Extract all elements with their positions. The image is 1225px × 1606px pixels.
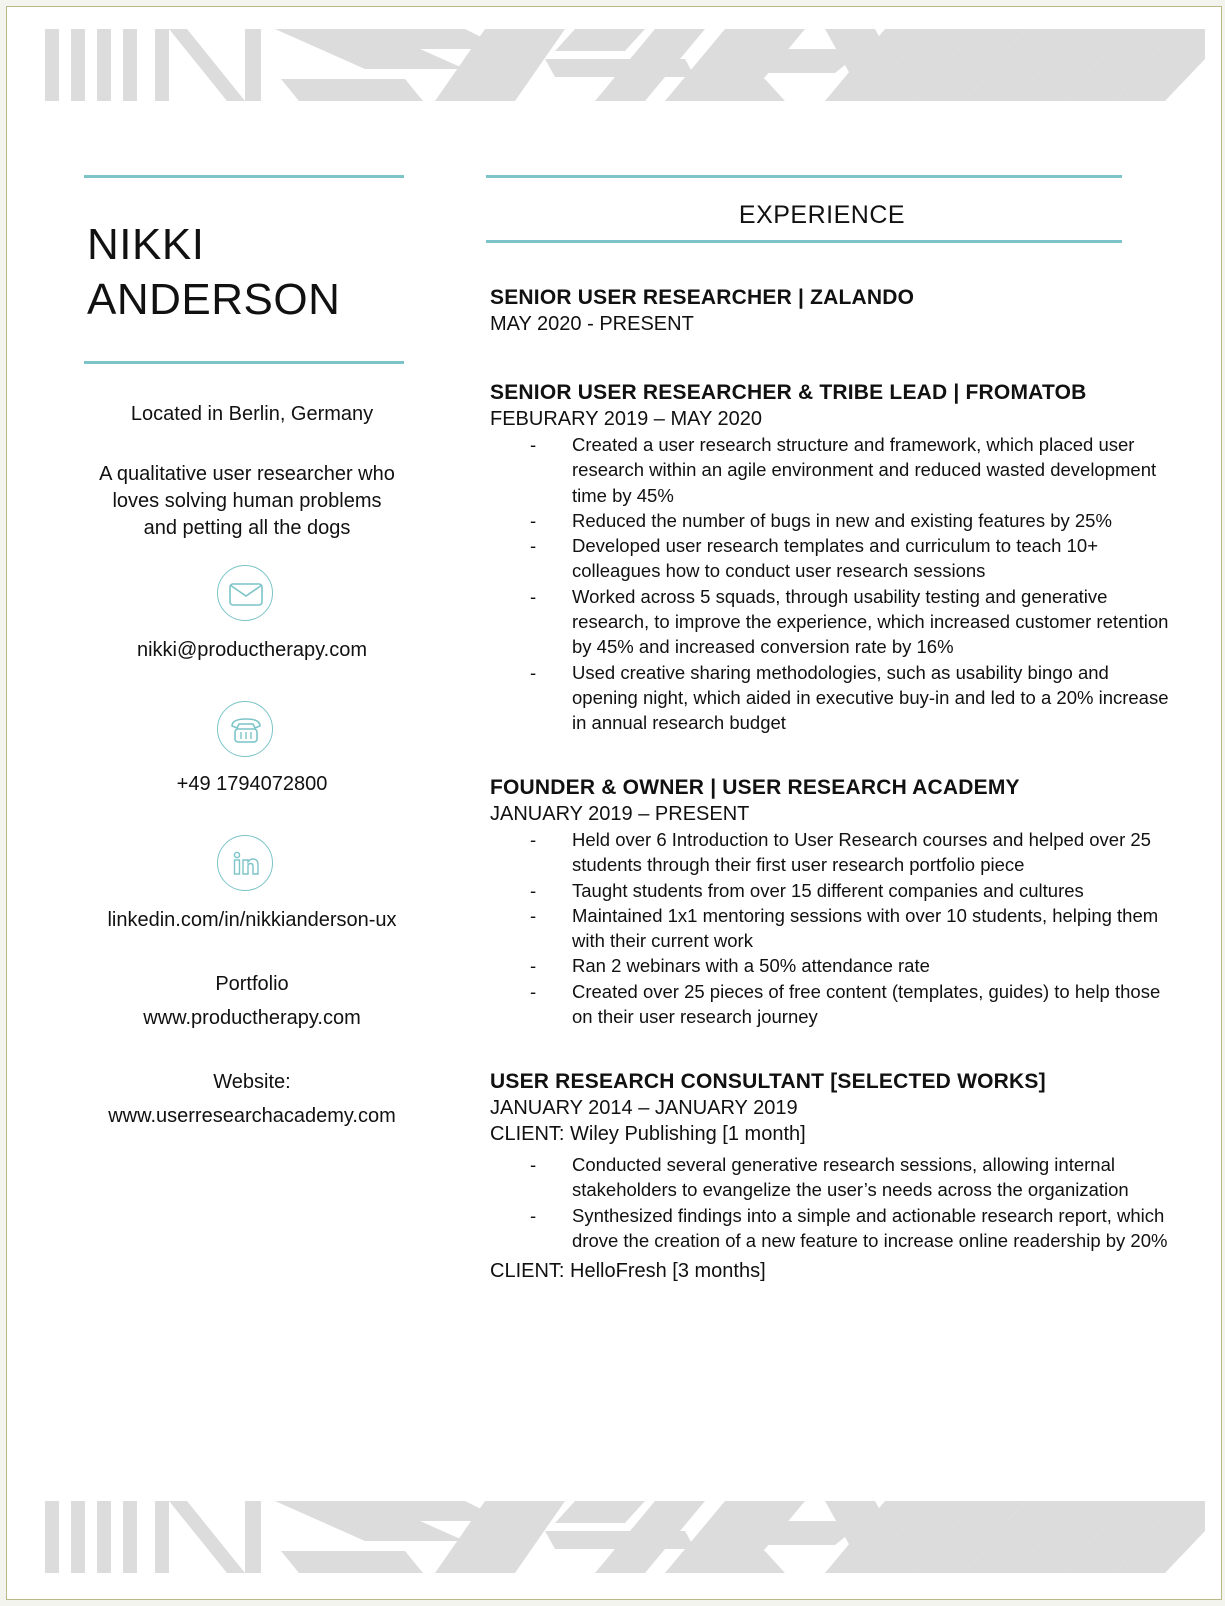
client-line: CLIENT: Wiley Publishing [1 month]	[490, 1123, 806, 1145]
email-link[interactable]: nikki@productherapy.com	[136, 639, 368, 661]
job-date: MAY 2020 - PRESENT	[490, 313, 694, 335]
summary: A qualitative user researcher who loves solving human problems and petting all the dogs	[99, 463, 395, 539]
resume-page	[6, 6, 1222, 1600]
portfolio-label: Portfolio	[215, 973, 289, 995]
experience-heading: EXPERIENCE	[738, 201, 906, 229]
list-item: - Created a user research structure and framework, which placed user research within an agile environment and reduced wasted development time by 45%	[490, 432, 1170, 508]
experience-bottom-divider	[486, 240, 1122, 243]
job-date: FEBURARY 2019 – MAY 2020	[490, 408, 763, 430]
person-name	[87, 217, 340, 327]
list-item: - Synthesized findings into a simple and actionable research report, which drove the creation of a new feature to increase online readership by 20%	[490, 1203, 1170, 1254]
portfolio-link[interactable]: www.productherapy.com	[143, 1007, 361, 1029]
phone-number: +49 1794072800	[176, 773, 328, 795]
list-item: - Reduced the number of bugs in new and existing features by 25%	[490, 508, 1170, 533]
list-item: - Conducted several generative research sessions, allowing internal stakeholders to evangelize the user’s needs across the organization	[490, 1152, 1170, 1203]
list-item: - Developed user research templates and curriculum to teach 10+ colleagues how to conduct user research sessions	[490, 533, 1170, 584]
list-item: - Created over 25 pieces of free content (templates, guides) to help those on their user research journey	[490, 979, 1170, 1030]
envelope-icon	[217, 565, 273, 621]
job-entry-fromatob	[490, 380, 1170, 736]
linkedin-icon	[217, 835, 273, 891]
last-name: ANDERSON	[87, 275, 341, 324]
job-date: JANUARY 2019 – PRESENT	[490, 803, 750, 825]
list-item: - Maintained 1x1 mentoring sessions with over 10 students, helping them with their current work	[490, 903, 1170, 954]
left-bottom-divider	[84, 361, 404, 364]
job-bullet-list	[490, 1152, 1170, 1253]
job-date: JANUARY 2014 – JANUARY 2019	[490, 1097, 798, 1119]
website-label: Website:	[213, 1071, 291, 1093]
job-title: FOUNDER & OWNER | USER RESEARCH ACADEMY	[490, 776, 1020, 799]
job-title: USER RESEARCH CONSULTANT [SELECTED WORKS]	[490, 1070, 1046, 1093]
list-item: - Held over 6 Introduction to User Research courses and helped over 25 students through their first user research portfolio piece	[490, 827, 1170, 878]
list-item: - Used creative sharing methodologies, such as usability bingo and opening night, which aided in executive buy-in and led to a 20% increase in annual research budget	[490, 660, 1170, 736]
list-item: - Taught students from over 15 different companies and cultures	[490, 878, 1170, 903]
decorative-stripe-band-top	[45, 29, 1205, 101]
job-entry-zalando	[490, 285, 1170, 337]
location: Located in Berlin, Germany	[130, 403, 374, 425]
telephone-icon	[217, 701, 273, 757]
job-bullet-list	[490, 827, 1170, 1029]
job-title: SENIOR USER RESEARCHER & TRIBE LEAD | FROMATOB	[490, 381, 1087, 404]
client-line: CLIENT: HelloFresh [3 months]	[490, 1260, 766, 1283]
job-entry-user-research-academy	[490, 775, 1170, 1029]
list-item: - Worked across 5 squads, through usability testing and generative research, to improve the experience, which increased customer retention by 45% and increased conversion rate by 16%	[490, 584, 1170, 660]
decorative-stripe-band-bottom	[45, 1501, 1205, 1573]
job-entry-consultant	[490, 1069, 1170, 1284]
left-top-divider	[84, 175, 404, 178]
job-bullet-list	[490, 432, 1170, 736]
website-link[interactable]: www.userresearchacademy.com	[108, 1105, 396, 1127]
linkedin-link[interactable]: linkedin.com/in/nikkianderson-ux	[107, 909, 397, 931]
list-item: - Ran 2 webinars with a 50% attendance rate	[490, 953, 1170, 978]
job-title: SENIOR USER RESEARCHER | ZALANDO	[490, 286, 915, 309]
first-name: NIKKI	[87, 220, 205, 269]
experience-top-divider	[486, 175, 1122, 178]
